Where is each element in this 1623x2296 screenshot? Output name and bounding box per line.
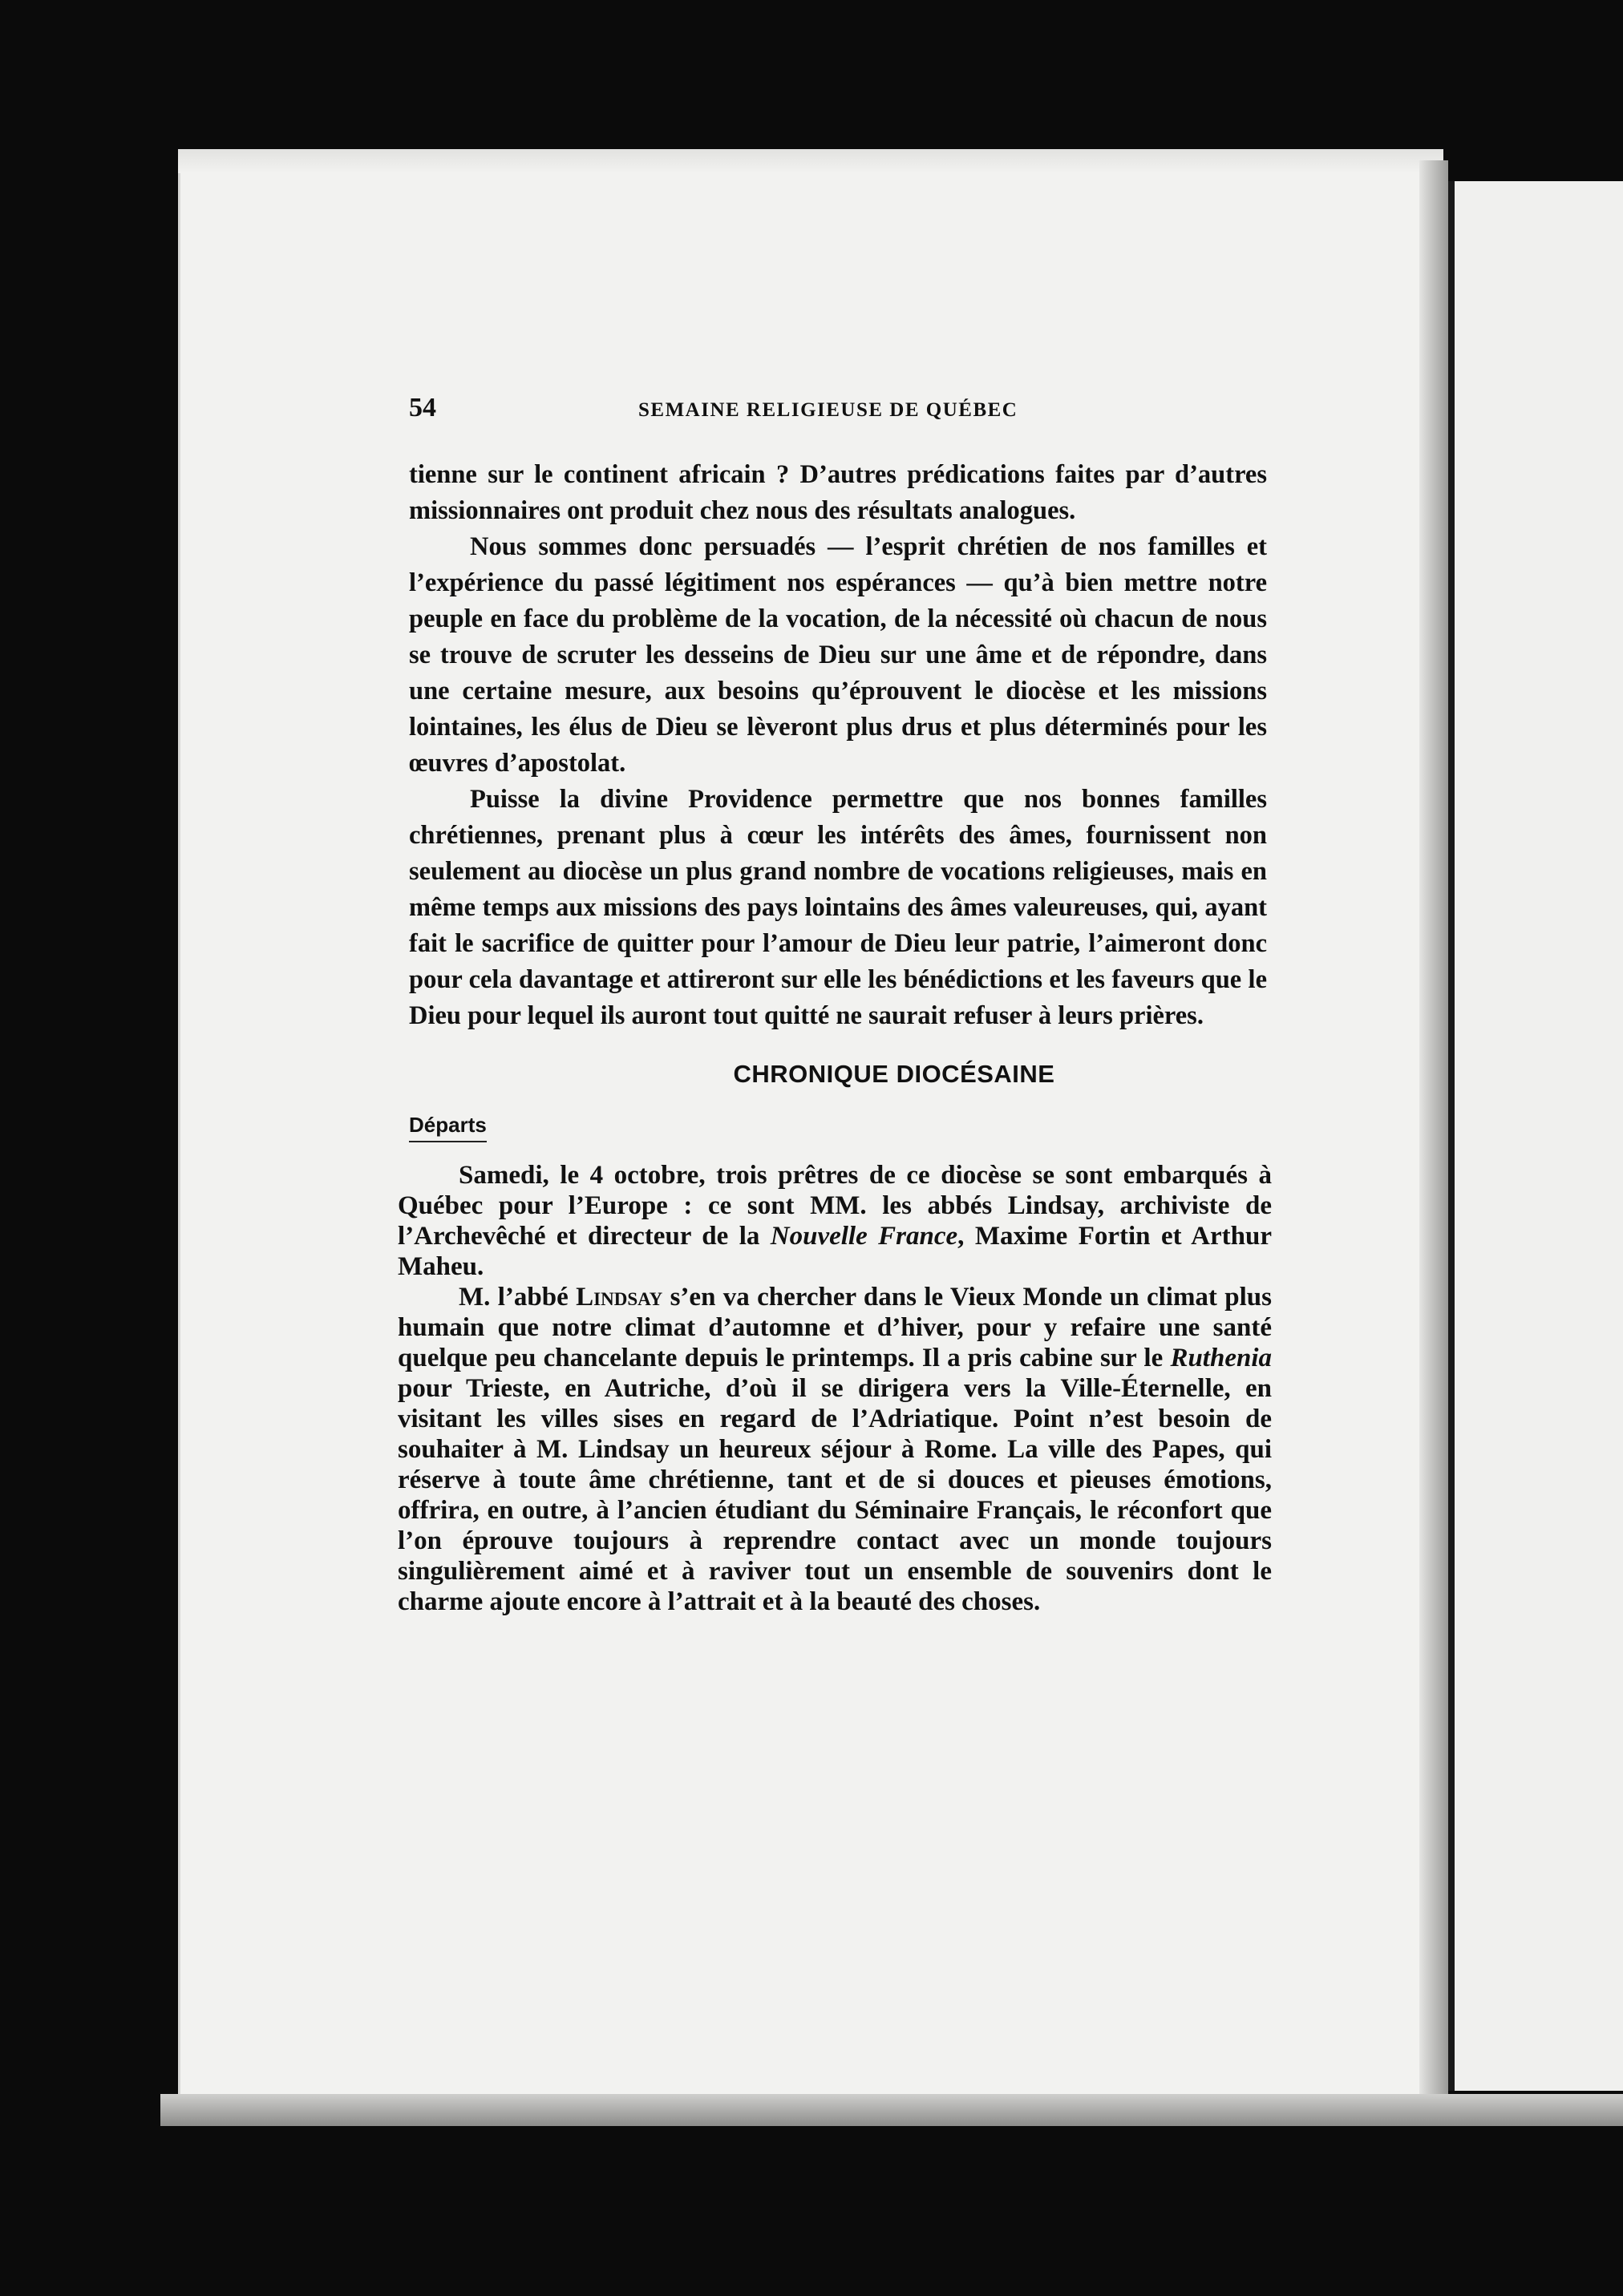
body-text — [409, 457, 1267, 1034]
paragraph-2: Nous sommes donc persuadés — l’esprit chrétien de nos familles et l’expérience du passé légitiment nos espérances — qu’à bien mettre notre peuple en face du problème de la vocation, de la nécessité où chacun de nous se trouve de scruter les desseins de Dieu sur une âme et de répondre, dans une certaine mesure, aux besoins qu’éprouvent le diocèse et les missions lointaines, les élus de Dieu se lèveront plus drus et plus déterminés pour les œuvres d’apostolat. — [409, 532, 1267, 778]
journal-title: Nouvelle France — [770, 1222, 958, 1251]
book-gutter — [1419, 160, 1448, 2100]
ship-name: Ruthenia — [1170, 1344, 1272, 1372]
departs-p1-text-a: Samedi, le 4 octobre, trois prêtres de ce diocèse se sont embarqués à Québec pour l’Europe : ce sont MM. les abbés Lindsay, archiviste de l’Archevêché et directeur de la — [398, 1161, 1272, 1251]
page-header — [409, 393, 1267, 435]
departs-paragraph-1 — [398, 1160, 1272, 1282]
departs-paragraph-2 — [398, 1282, 1272, 1617]
paragraph-3: Puisse la divine Providence permettre que nos bonnes familles chrétiennes, prenant plus à cœur les intérêts des âmes, fournissent non seulement au diocèse un plus grand nombre de vocations religieuses, mais en même temps aux missions des pays lointains des âmes valeureuses, qui, ayant fait le sacrifice de quitter pour l’amour de Dieu leur patrie, l’aimeront donc pour cela davantage et attireront sur elle les bénédictions et les faveurs que le Dieu pour lequel ils auront tout quitté ne saurait refuser à leurs prières. — [409, 785, 1267, 1030]
departs-p2-text-c: pour Trieste, en Autriche, d’où il se dirigera vers la Ville-Éternelle, en visitant les villes sises en regard de l’Adriatique. Point n’est besoin de souhaiter à M. Lindsay un heureux séjour à Rome. La ville des Papes, qui réserve à toute âme chrétienne, tant et de si douces et pieuses émotions, offrira, en outre, à l’ancien étudiant du Séminaire Français, le réconfort que l’on éprouve toujours à reprendre contact avec un monde toujours singulièrement aimé et à raviver tout un ensemble de souvenirs dont le charme ajoute encore à l’attrait et à la beauté des choses. — [398, 1374, 1272, 1616]
paragraph-1: tienne sur le continent africain ? D’autres prédications faites par d’autres missionnaires ont produit chez nous des résultats analogues. — [409, 460, 1267, 525]
name-small-caps: Lindsay — [576, 1283, 663, 1312]
subhead-departs: Départs — [409, 1113, 487, 1142]
departs-p2-text-b: s’en va chercher dans le Vieux Monde un climat plus humain que notre climat d’automne et d’hiver, pour y refaire une santé quelque peu chancelante depuis le printemps. Il a pris cabine sur le — [398, 1283, 1272, 1372]
section-title: CHRONIQUE DIOCÉSAINE — [733, 1060, 1055, 1088]
page-content — [398, 393, 1272, 1617]
departs-text — [398, 1160, 1272, 1617]
facing-page-edge — [1448, 181, 1623, 2091]
page-bottom-edge — [160, 2094, 1623, 2126]
running-head: SEMAINE RELIGIEUSE DE QUÉBEC — [638, 399, 1018, 421]
departs-p1-text-b: , Maxime Fortin et Arthur Maheu. — [398, 1222, 1272, 1281]
departs-p2-text-a: M. l’abbé — [459, 1283, 577, 1312]
page-number: 54 — [409, 393, 436, 422]
